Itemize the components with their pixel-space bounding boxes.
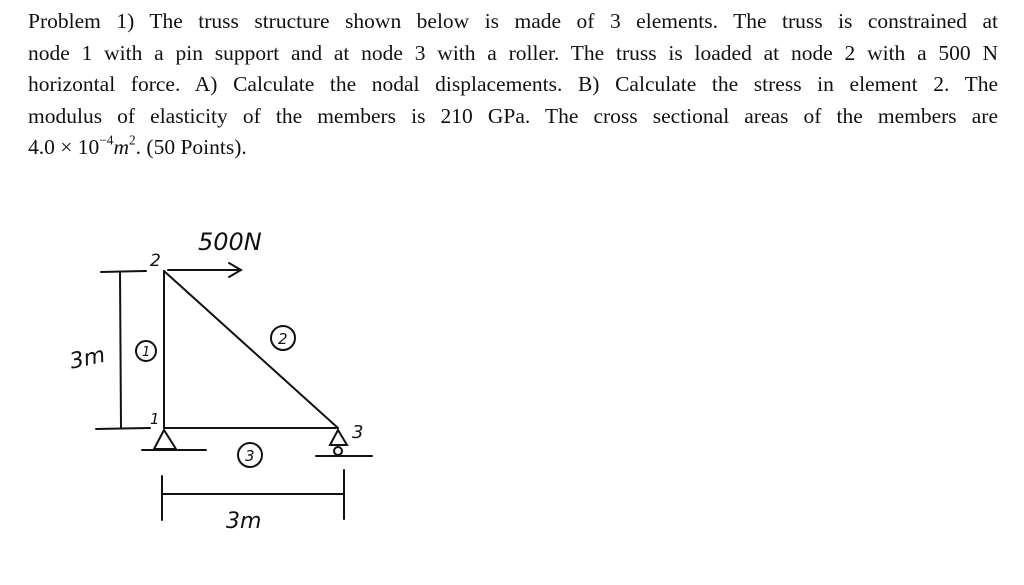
roller-support-icon bbox=[330, 430, 347, 445]
element-2-label: 2 bbox=[278, 330, 288, 348]
height-dim-bottom-tick bbox=[96, 428, 150, 429]
force-label: 500N bbox=[198, 228, 262, 256]
problem-line-3: horizontal force. A) Calculate the nodal displacements. B) Calculate the stress in element 2. The bbox=[28, 72, 998, 97]
node-1-label: 1 bbox=[150, 410, 160, 428]
points-note: . (50 Points). bbox=[135, 135, 247, 160]
area-exponent: −4 bbox=[99, 132, 114, 148]
node-2-label: 2 bbox=[150, 251, 161, 271]
height-label: 3m bbox=[67, 342, 108, 375]
problem-line-2: node 1 with a pin support and at node 3 with a roller. The truss is loaded at node 2 with a 500 N bbox=[28, 40, 998, 65]
area-unit: m bbox=[113, 135, 129, 160]
width-label: 3m bbox=[226, 509, 262, 534]
element-3-label: 3 bbox=[245, 447, 255, 465]
node-3-label: 3 bbox=[352, 422, 364, 443]
roller-wheel-icon bbox=[334, 447, 342, 455]
height-dim-line bbox=[120, 272, 121, 428]
pin-support-icon bbox=[154, 430, 176, 449]
problem-line-4: modulus of elasticity of the members is 210 GPa. The cross sectional areas of the members are bbox=[28, 103, 998, 128]
element-2-member bbox=[164, 271, 338, 428]
area-unit-exponent: 2 bbox=[128, 132, 136, 148]
problem-line-1: Problem 1) The truss structure shown below is made of 3 elements. The truss is constrained at bbox=[28, 9, 998, 33]
height-dim-top-tick bbox=[101, 271, 146, 272]
element-1-label: 1 bbox=[142, 345, 151, 360]
area-coefficient: 4.0 × 10 bbox=[28, 135, 100, 160]
